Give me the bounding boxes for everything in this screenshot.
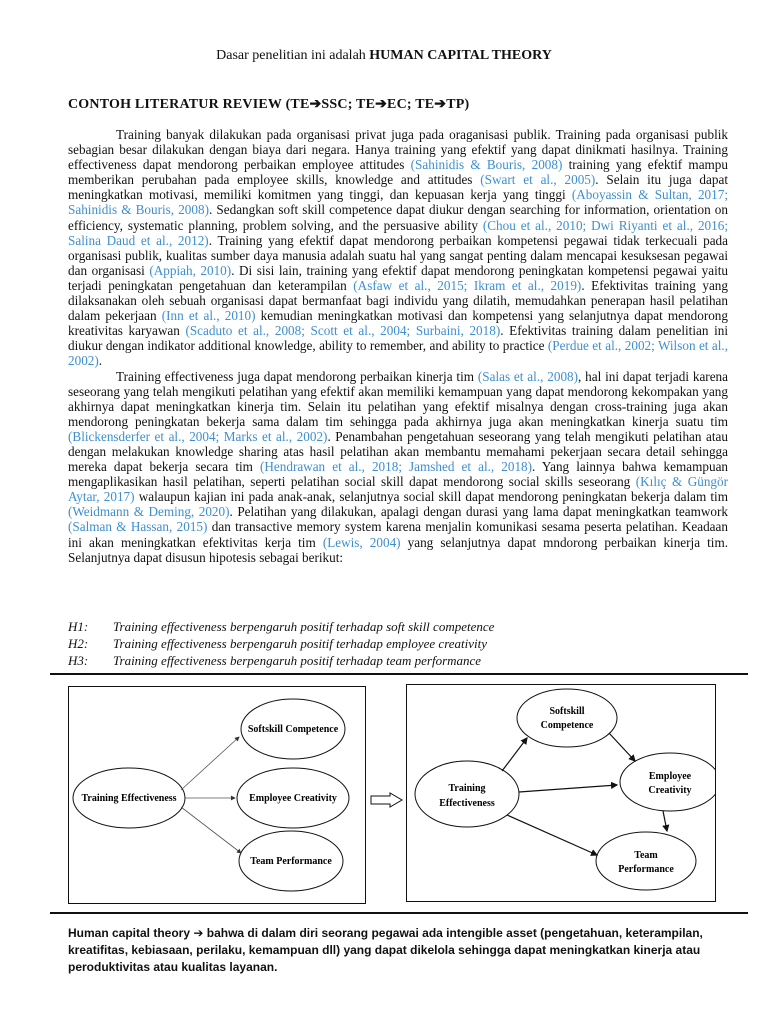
hypothesis-label: H3: xyxy=(68,653,89,668)
label-employee-creativity: Employee Creativity xyxy=(249,793,337,804)
paragraph-text: . Yang lainnya bahwa kemampuan mengaplikasikan hasil pelatihan, seperti pelatihan social skill dapat mendorong social skills seseorang xyxy=(68,459,729,490)
edge-te-ssc xyxy=(502,738,527,771)
hypothesis-2 xyxy=(68,636,708,652)
citation: (Perdue et al., 2002; Wilson et al., 2002) xyxy=(68,338,728,369)
citation: (Inn et al., 2010) xyxy=(161,308,256,324)
paragraph-text: . Efektivitas training yang dilaksanakan oleh sebuah organisasi dapat bermanfaat bagi individu yang dilatih, memudahkan penerapan hasil pelatihan dalam pekerjaan xyxy=(68,277,728,324)
paragraph-text: Training banyak dilakukan pada organisasi privat juga pada oraganisasi publik. Training pada organisasi publik sebagian besar dilakukan dengan biaya dari negara. Hanya training yang efektif yang dapat dinikmati hasilnya. Training effectiveness dapat mendorong perbaikan employee attitudes xyxy=(68,127,728,173)
divider-top xyxy=(50,673,748,675)
section-title: CONTOH LITERATUR REVIEW (TE➔SSC; TE➔EC; TE➔TP) xyxy=(68,97,470,112)
label-competence: Competence xyxy=(540,720,594,731)
paragraph-text: . Selain itu juga dapat meningkatkan motivasi, memiliki komitmen yang tinggi, dan kepuasan kerja yang tinggi xyxy=(68,172,728,203)
paragraph-text: Training effectiveness juga dapat mendorong perbaikan kinerja tim xyxy=(116,368,478,384)
label-performance: Performance xyxy=(618,864,674,875)
paragraph-text: walaupun kajian ini pada anak-anak, selanjutnya social skill dapat mendorong peningkatan bekerja dalam tim xyxy=(134,489,728,505)
hypothesis-label: H2: xyxy=(68,636,89,651)
citation: (Kılıç & Güngör Aytar, 2017) xyxy=(68,474,728,505)
citation: (Blickensderfer et al., 2004; Marks et al., 2002) xyxy=(68,428,328,444)
paragraph-text: yang selanjutnya dapat mndorong perbaikan kinerja tim. Selanjutnya dapat disusun hipotesis sebagai berikut: xyxy=(68,534,729,565)
hypothesis-1 xyxy=(68,619,708,635)
label-training-effectiveness: Training Effectiveness xyxy=(81,793,177,804)
diagram-right-svg xyxy=(407,685,715,901)
citation: (Weidmann & Deming, 2020) xyxy=(68,504,230,520)
edge-te-tp xyxy=(181,807,241,853)
edge-ssc-ec xyxy=(609,733,635,761)
paragraph-text: . Efektivitas training dalam penelitian ini diukur dengan indikator additional knowledge, ability to remember, and ability to practice xyxy=(68,323,728,354)
label-creativity: Creativity xyxy=(648,785,692,796)
diagram-left-svg xyxy=(69,687,365,903)
edge-te-ec xyxy=(519,785,617,792)
hypothesis-label: H1: xyxy=(68,619,89,634)
citation: (Aboyassin & Sultan, 2017; Sahinidis & Bouris, 2008) xyxy=(68,187,728,218)
edge-te-ssc xyxy=(181,737,239,790)
paragraph-text: kemudian meningkatkan motivasi dan kompetensi yang selanjutnya dapat mendorong kreativitas karyawan xyxy=(68,308,728,339)
diagram-left xyxy=(68,686,366,904)
paragraph-text: dan transactive memory system karena menjalin komunikasi sesama peserta pelatihan. Keadaan ini akan meningkatkan efektivitas kerja tim xyxy=(68,519,728,550)
research-basis-prefix: Dasar penelitian ini adalah xyxy=(216,48,370,63)
citation: (Scaduto et al., 2008; Scott et al., 2004; Surbaini, 2018) xyxy=(185,323,501,339)
paragraph-text: . Pelatihan yang dilakukan, apalagi dengan durasi yang lama dapat meningkatkan teamwork xyxy=(229,504,729,520)
human-capital-summary: Human capital theory ➔ bahwa di dalam diri seorang pegawai ada intengible asset (pengetahuan, keterampilan, kreatifitas, kebiasaan, perilaku, kemampuan dll) yang dapat dikelola sehingga dapat meningkatkan kinerja atau peroduktivitas atau kualitas layanan. xyxy=(68,926,703,974)
paragraph-text: . xyxy=(98,353,103,369)
citation: (Asfaw et al., 2015; Ikram et al., 2019) xyxy=(353,277,582,293)
citation: (Appiah, 2010) xyxy=(149,262,232,278)
citation: (Chou et al., 2010; Dwi Riyanti et al., 2016; Salina Daud et al., 2012) xyxy=(68,217,728,248)
paragraph-1 xyxy=(68,127,728,369)
label-team: Team xyxy=(634,850,658,861)
label-effectiveness: Effectiveness xyxy=(439,798,495,809)
paragraph-text: . Sedangkan soft skill competence dapat diukur dengan searching for information, orientation on efficiency, systematic planning, problem solving, and the persuasive ability xyxy=(68,202,728,233)
paragraph-2 xyxy=(68,369,728,565)
label-employee: Employee xyxy=(648,771,692,782)
hypothesis-text: Training effectiveness berpengaruh positif terhadap employee creativity xyxy=(113,636,488,651)
label-training: Training xyxy=(448,783,486,794)
paragraph-text: , hal ini dapat terjadi karena seseorang yang telah mengikuti pelatihan yang efektif akan memiliki kemampuan yang dapat mendorong kekompakan yang akhirnya dapat meningkatkan kinerja tim. Selain itu pelatihan yang efektif misalnya dengan cross-training juga akan mendorong peningkatan bekerja sama dalam tim sehingga pada akhirnya juga akan meningkatkan kinerja suatu tim xyxy=(68,368,728,429)
node-team-performance xyxy=(596,832,696,890)
divider-bottom xyxy=(50,912,748,914)
node-training-effectiveness xyxy=(415,761,519,827)
citation: (Hendrawan et al., 2018; Jamshed et al., 2018) xyxy=(259,459,533,475)
citation: (Salman & Hassan, 2015) xyxy=(68,519,208,535)
label-softskill-competence: Softskill Competence xyxy=(247,724,339,735)
edge-te-tp xyxy=(507,815,597,855)
node-employee-creativity xyxy=(620,753,715,811)
diagram-right xyxy=(406,684,716,902)
literature-review-body xyxy=(68,127,728,565)
hypothesis-text: Training effectiveness berpengaruh positif terhadap soft skill competence xyxy=(113,619,495,634)
transition-arrow xyxy=(370,792,404,808)
citation: (Lewis, 2004) xyxy=(322,534,401,550)
citation: (Sahinidis & Bouris, 2008) xyxy=(410,157,563,173)
hypothesis-text: Training effectiveness berpengaruh positif terhadap team performance xyxy=(113,653,482,668)
label-softskill: Softskill xyxy=(549,706,585,717)
research-basis-line xyxy=(0,48,768,64)
paragraph-text: . Penambahan pengetahuan seseorang yang telah mengikuti pelatihan atau dengan melakukan knowledge sharing atas hasil pelatihan akan membantu memahami pekerjaan secara detail sehingga mereka dapat bekerja secara tim xyxy=(68,428,728,475)
paragraph-text: . Di sisi lain, training yang efektif dapat mendorong peningkatan kompetensi pegawai yaitu terjadi peningkatan pengetahuan dan keterampilan xyxy=(68,262,729,293)
paragraph-text: . Training yang efektif dapat mendorong perbaikan kompetensi pegawai tidak terkecuali pada organisasi publik, kualitas sumber daya manusia adalah suatu hal yang sangat penting dalam mencapai kesuksesan pegawai dan organisasi xyxy=(68,232,728,278)
label-team-performance: Team Performance xyxy=(250,856,332,867)
paragraph-text: training yang efektif mampu memberikan perubahan pada employee skills, knowledge and attitudes xyxy=(68,157,728,188)
node-softskill-competence xyxy=(517,689,617,747)
hypothesis-3 xyxy=(68,653,708,669)
edge-ec-tp xyxy=(663,811,667,831)
citation: (Swart et al., 2005) xyxy=(480,172,596,188)
theory-name: HUMAN CAPITAL THEORY xyxy=(369,48,552,63)
citation: (Salas et al., 2008) xyxy=(477,368,579,384)
